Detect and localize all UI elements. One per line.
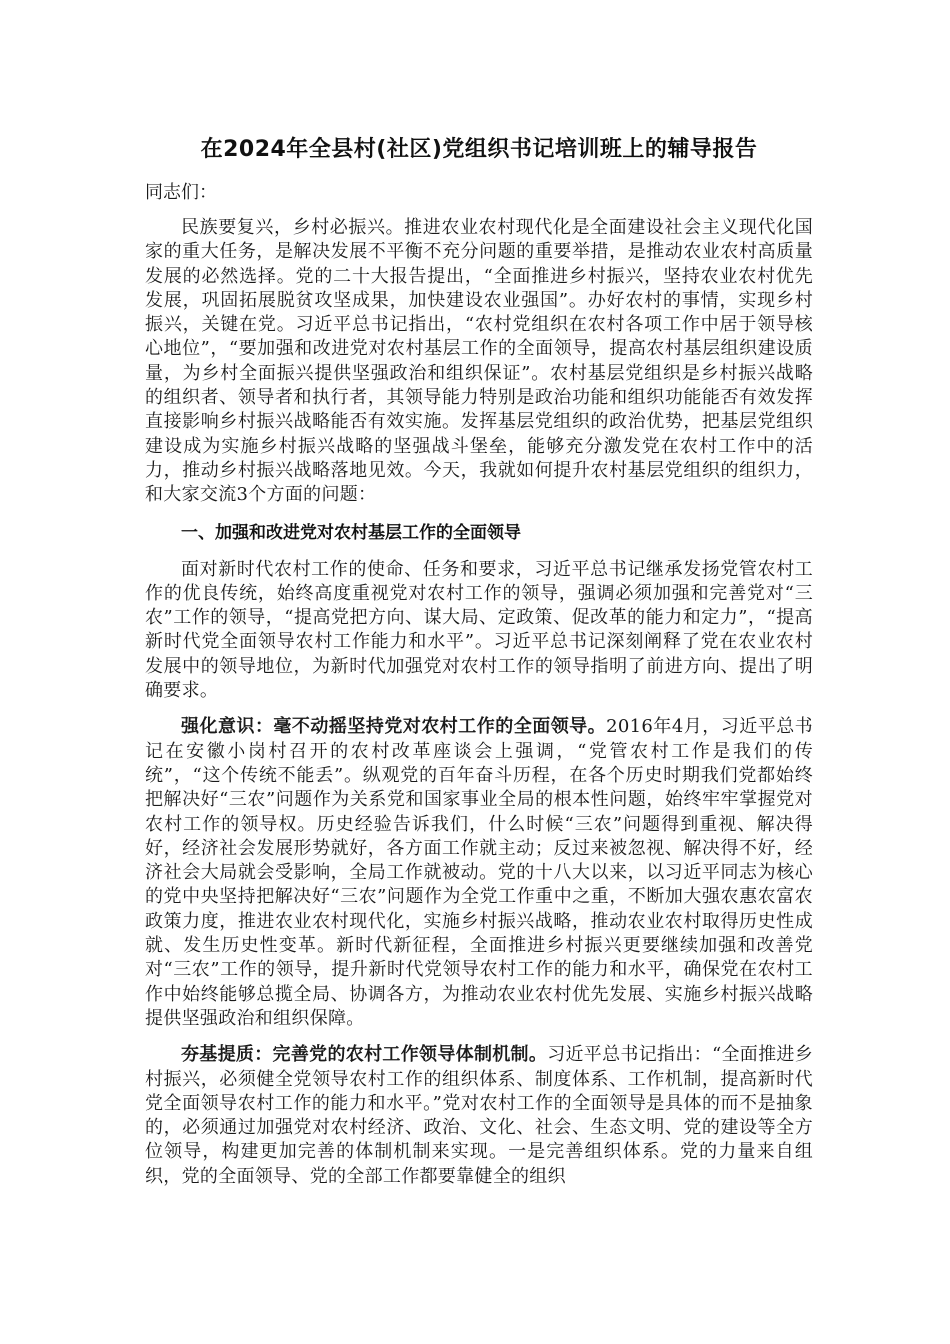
point-1-lead: 强化意识：毫不动摇坚持党对农村工作的全面领导。	[181, 716, 607, 738]
point-1-body: 2016年4月，习近平总书记在安徽小岗村召开的农村改革座谈会上强调，“党管农村工作是我们的传统”，“这个传统不能丢”。纵观党的百年奋斗历程，在各个历史时期我们党都始终把解决好“三农”问题作为关系党和国家事业全局的根本性问题，始终牢牢掌握党对农村工作的领导权。历史经验告诉我们，什么时候“三农”问题得到重视、解决得好，经济社会发展形势就好，各方面工作就主动；反过来被忽视、解决得不好，经济社会大局就会受影响，全局工作就被动。党的十八大以来，以习近平同志为核心的党中央坚持把解决好“三农”问题作为全党工作重中之重，不断加大强农惠农富农政策力度，推进农业农村现代化，实施乡村振兴战略，推动农业农村取得历史性成就、发生历史性变革。新时代新征程，全面推进乡村振兴更要继续加强和改善党对“三农”工作的领导，提升新时代党领导农村工作的能力和水平，确保党在农村工作中始终能够总揽全局、协调各方，为推动农业农村优先发展、实施乡村振兴战略提供坚强政治和组织保障。	[145, 716, 813, 1029]
document-title: 在2024年全县村(社区)党组织书记培训班上的辅导报告	[200, 137, 758, 162]
document-page	[145, 132, 813, 1201]
point-2-paragraph	[145, 1043, 813, 1189]
salutation: 同志们：	[145, 182, 217, 203]
point-1-paragraph	[145, 715, 813, 1031]
point-2-body: 习近平总书记指出：“全面推进乡村振兴，必须健全党领导农村工作的组织体系、制度体系、工作机制，提高新时代党全面领导农村工作的能力和水平。”党对农村工作的全面领导是具体的而不是抽象的，必须通过加强党对农村经济、政治、文化、社会、生态文明、党的建设等全方位领导，构建更加完善的体制机制来实现。一是完善组织体系。党的力量来自组织，党的全面领导、党的全部工作都要靠健全的组织	[145, 1044, 814, 1187]
section-heading-1: 一、加强和改进党对农村基层工作的全面领导	[181, 522, 521, 543]
point-2-lead: 夯基提质：完善党的农村工作领导体制机制。	[181, 1044, 548, 1066]
intro-paragraph: 民族要复兴，乡村必振兴。推进农业农村现代化是全面建设社会主义现代化国家的重大任务，是解决发展不平衡不充分问题的重要举措，是推动农业农村高质量发展的必然选择。党的二十大报告提出，“全面推进乡村振兴，坚持农业农村优先发展，巩固拓展脱贫攻坚成果，加快建设农业强国”。办好农村的事情，实现乡村振兴，关键在党。习近平总书记指出，“农村党组织在农村各项工作中居于领导核心地位”，“要加强和改进党对农村基层工作的全面领导，提高农村基层组织建设质量，为乡村全面振兴提供坚强政治和组织保证”。农村基层党组织是乡村振兴战略的组织者、领导者和执行者，其领导能力特别是政治功能和组织功能能否有效发挥直接影响乡村振兴战略能否有效实施。发挥基层党组织的政治优势，把基层党组织建设成为实施乡村振兴战略的坚强战斗堡垒，能够充分激发党在农村工作中的活力，推动乡村振兴战略落地见效。今天，我就如何提升农村基层党组织的组织力，和大家交流3个方面的问题：	[145, 217, 813, 506]
section-1-paragraph: 面对新时代农村工作的使命、任务和要求，习近平总书记继承发扬党管农村工作的优良传统，始终高度重视党对农村工作的领导，强调必须加强和完善党对“三农”工作的领导，“提高党把方向、谋大局、定政策、促改革的能力和定力”，“提高新时代党全面领导农村工作能力和水平”。习近平总书记深刻阐释了党在农业农村发展中的领导地位，为新时代加强党对农村工作的领导指明了前进方向、提出了明确要求。	[145, 558, 813, 702]
